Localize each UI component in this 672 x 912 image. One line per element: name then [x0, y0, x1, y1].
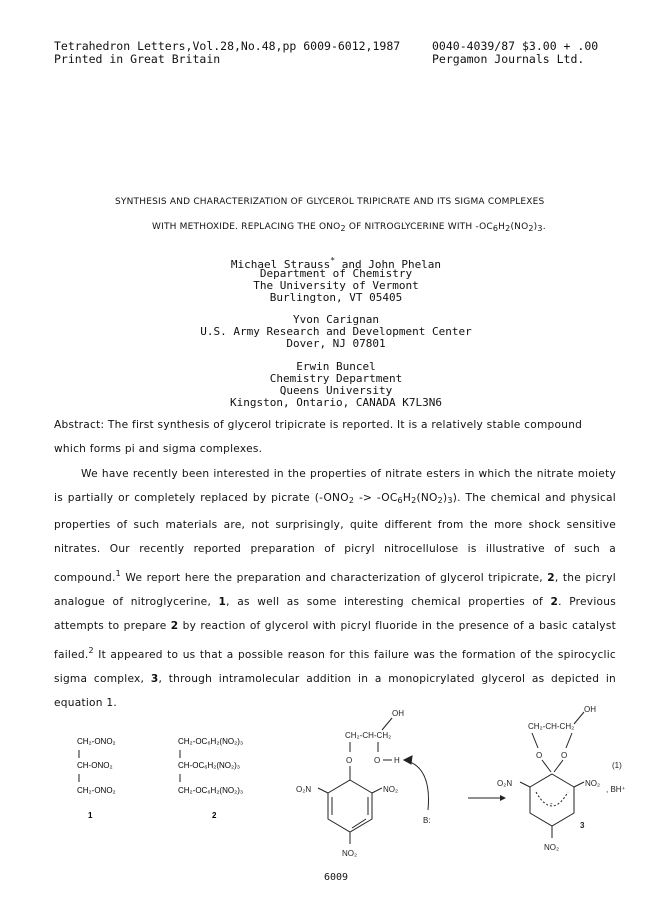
- author-name-2: Yvon Carignan: [292, 313, 380, 326]
- svg-text:CH₂-ONO₂: CH₂-ONO₂: [77, 737, 116, 746]
- reaction-scheme: [0, 700, 672, 875]
- svg-text:H: H: [394, 756, 400, 765]
- compound-3: [497, 705, 626, 852]
- abstract: Abstract: The first synthesis of glycerol tripicrate is reported. It is a relatively stable compound which forms pi and sigma complexes.: [54, 419, 583, 456]
- title-line-2: WITH METHOXIDE. REPLACING THE ONO2 OF NITROGLYCERINE WITH -OC6H2(NO2)3.: [152, 222, 546, 233]
- compound-3-label: 3: [580, 821, 585, 830]
- main-text: [54, 413, 616, 716]
- compound-2: [178, 737, 243, 820]
- title-line-1: SYNTHESIS AND CHARACTERIZATION OF GLYCEROL TRIPICRATE AND ITS SIGMA COMPLEXES: [115, 197, 545, 207]
- compound-1: [77, 737, 116, 820]
- affiliation-city-1: Burlington, VT 05405: [269, 291, 403, 304]
- svg-text:O₂N: O₂N: [497, 779, 513, 788]
- affiliation-univ-3: Queens University: [279, 384, 393, 397]
- svg-text:O₂N: O₂N: [296, 785, 312, 794]
- page-number: 6009: [323, 872, 349, 883]
- svg-text:CH₂-OC₆H₂(NO₂)₃: CH₂-OC₆H₂(NO₂)₃: [178, 737, 244, 746]
- svg-text:O: O: [374, 756, 381, 765]
- svg-text:NO₂: NO₂: [544, 843, 560, 852]
- publisher: Pergamon Journals Ltd.: [432, 52, 585, 66]
- svg-text:CH-OC₆H₂(NO₂)₃: CH-OC₆H₂(NO₂)₃: [178, 761, 241, 770]
- compound-2-label: 2: [212, 811, 217, 820]
- affiliation-dept-3: Chemistry Department: [269, 372, 403, 385]
- author-name-3: Erwin Buncel: [296, 360, 376, 373]
- svg-text:NO₂: NO₂: [585, 779, 601, 788]
- monopicryl-glycerol: [296, 709, 431, 858]
- svg-text:O: O: [536, 751, 543, 760]
- svg-text:NO₂: NO₂: [383, 785, 399, 794]
- author-names-1: Michael Strauss* and John Phelan: [230, 256, 442, 271]
- affiliation-city-3: Kingston, Ontario, CANADA K7L3N6: [230, 396, 442, 409]
- svg-text:O: O: [346, 756, 353, 765]
- svg-text:CH₂-OC₆H₂(NO₂)₃: CH₂-OC₆H₂(NO₂)₃: [178, 786, 244, 795]
- svg-text:CH-ONO₂: CH-ONO₂: [77, 761, 113, 770]
- affiliation-univ-1: The University of Vermont: [253, 279, 419, 292]
- svg-text:CH₂-CH-CH₂: CH₂-CH-CH₂: [345, 731, 392, 740]
- affiliation-dept-1: Department of Chemistry: [259, 267, 413, 280]
- compound-1-label: 1: [88, 811, 93, 820]
- journal-citation: Tetrahedron Letters,Vol.28,No.48,pp 6009-6012,1987: [54, 39, 401, 53]
- bh-plus: , BH⁺: [606, 785, 626, 794]
- svg-text:OH: OH: [392, 709, 404, 718]
- svg-text:CH₂-CH-CH₂: CH₂-CH-CH₂: [528, 722, 575, 731]
- reaction-arrow: [468, 795, 506, 801]
- printed-in: Printed in Great Britain: [54, 52, 221, 66]
- negative-charge: -: [550, 799, 553, 808]
- svg-text:O: O: [561, 751, 568, 760]
- affiliation-city-2: Dover, NJ 07801: [286, 337, 386, 350]
- affiliation-org-2: U.S. Army Research and Development Center: [200, 325, 472, 338]
- svg-text:NO₂: NO₂: [342, 849, 358, 858]
- issn-price: 0040-4039/87 $3.00 + .00: [432, 39, 599, 53]
- svg-text:OH: OH: [584, 705, 596, 714]
- svg-text:CH₂-ONO₂: CH₂-ONO₂: [77, 786, 116, 795]
- equation-number: (1): [612, 761, 622, 770]
- svg-text:B:: B:: [423, 816, 431, 825]
- paragraph-1: We have recently been interested in the properties of nitrate esters in which the nitrate moiety is partially or completely replaced by picrate $(-ONO_2 -> -OC_6H_2(NO_2)_3)$. The chemical and physical properties of such materials are, not surprisingly, quite different from the more shock sensitive nitrates. Our recently reported preparation of picryl nitrocellulose is illustrative of such a compound.$^1$ We report here the preparation and characterization of glycerol tripicrate, 2, the picryl analogue of nitroglycerine, 1, as well as some interesting chemical properties of 2. Previous attempts to prepare 2 by reaction of glycerol with picryl fluoride in the presence of a basic catalyst failed.$^2$ It appeared to us that a possible reason for this failure was the formation of the spirocyclic sigma complex, 3, through intramolecular addition in a monopicrylated glycerol as depicted in equation 1.: [54, 467, 616, 710]
